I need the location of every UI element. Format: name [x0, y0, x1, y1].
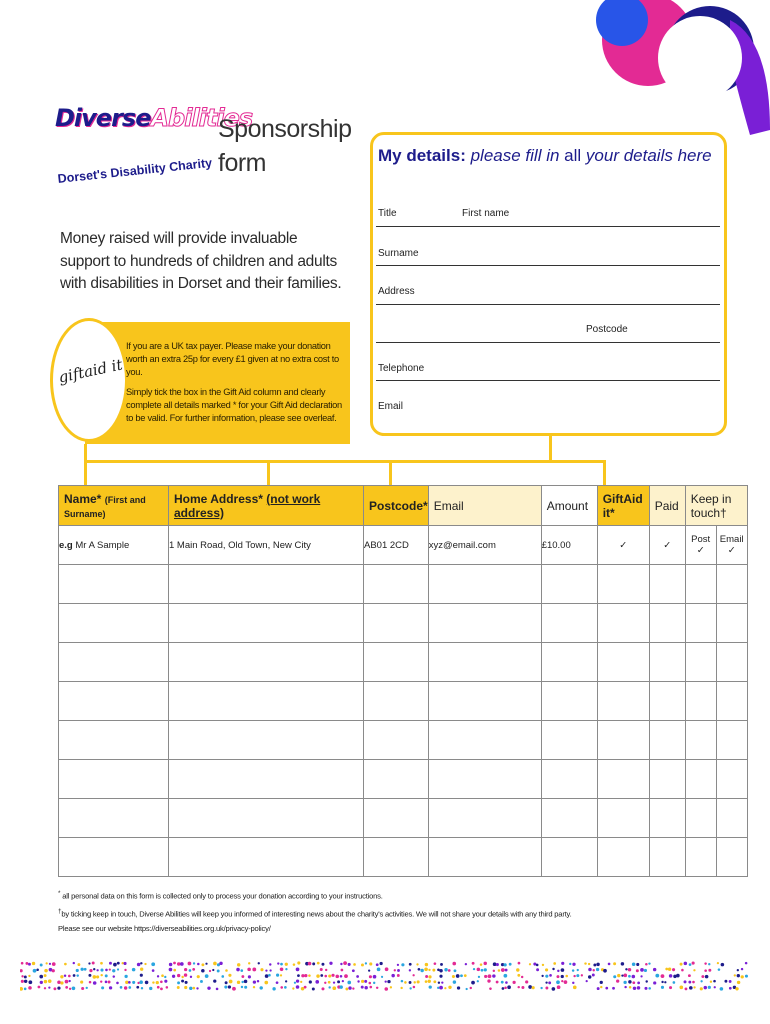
col-amount-header: Amount	[541, 486, 597, 526]
col-giftaid-header: GiftAid it*	[597, 486, 649, 526]
balloons-decoration	[590, 0, 770, 140]
footnote-data: * all personal data on this form is collected only to process your donation according to your instructions.	[58, 890, 383, 901]
footnote-privacy: Please see our website https://diverseabilities.org.uk/privacy-policy/	[58, 924, 271, 933]
intro-text: Money raised will provide invaluable support to hundreds of children and adults with disabilities in Dorset and their families.	[60, 230, 342, 292]
col-address-header: Home Address* (not work address)	[169, 486, 364, 526]
page-title: Sponsorship form	[218, 115, 352, 177]
example-address: 1 Main Road, Old Town, New City	[169, 526, 364, 565]
address-label: Address	[378, 286, 415, 297]
example-post: Post ✓	[685, 526, 716, 565]
table-row[interactable]	[59, 643, 748, 682]
first-name-label: First name	[462, 208, 510, 219]
telephone-label: Telephone	[378, 363, 425, 374]
table-row[interactable]	[59, 682, 748, 721]
giftaid-text: If you are a UK tax payer. Please make your donation worth an extra 25p for every £1 given at no extra cost to you. Simply tick the box in the Gift Aid column and clearly complete all details marked * for your Gift Aid declaration to be valid. For further information, please see overleaf.	[126, 341, 342, 423]
table-header-row	[59, 486, 748, 526]
postcode-label: Postcode	[586, 324, 628, 335]
example-paid-tick: ✓	[649, 526, 685, 565]
footnote-keep-in-touch: †by ticking keep in touch, Diverse Abilities will keep you informed of interesting news about the charity's activities. We will not share your details with any third party.	[58, 908, 572, 919]
col-name-header: Name* (First and Surname)	[59, 486, 169, 526]
example-amount: £10.00	[541, 526, 597, 565]
example-name: e.g Mr A Sample	[59, 526, 169, 565]
logo	[55, 100, 253, 210]
my-details-box	[370, 132, 727, 436]
email-label: Email	[378, 401, 404, 412]
example-email-opt: Email ✓	[716, 526, 747, 565]
title-first-name-line[interactable]	[376, 226, 720, 227]
example-email: xyz@email.com	[428, 526, 541, 565]
connector	[603, 460, 606, 485]
example-giftaid-tick: ✓	[597, 526, 649, 565]
table-row[interactable]	[59, 604, 748, 643]
table-row[interactable]	[59, 838, 748, 877]
connector	[267, 460, 270, 485]
connector	[389, 460, 392, 485]
connector	[84, 460, 87, 485]
telephone-line[interactable]	[376, 380, 720, 381]
col-keep-in-touch-header: Keep in touch†	[685, 486, 747, 526]
surname-line[interactable]	[376, 265, 720, 266]
my-details-heading: My details: please fill in all your details here	[378, 146, 712, 165]
table-row[interactable]	[59, 721, 748, 760]
address-line-2[interactable]	[376, 342, 720, 343]
surname-label: Surname	[378, 248, 419, 259]
dotted-border-decoration	[20, 960, 750, 992]
title-label: Title	[378, 208, 397, 219]
sponsorship-table	[58, 485, 748, 877]
col-paid-header: Paid	[649, 486, 685, 526]
col-email-header: Email	[428, 486, 541, 526]
table-row[interactable]	[59, 565, 748, 604]
logo-wordmark: DiverseAbilities	[55, 104, 253, 132]
table-row[interactable]	[59, 799, 748, 838]
logo-tagline: Dorset's Disability Charity	[57, 155, 213, 186]
table-row[interactable]	[59, 760, 748, 799]
address-line-1[interactable]	[376, 304, 720, 305]
connector	[549, 436, 552, 462]
giftaid-logo: giftaid it	[56, 355, 125, 387]
col-postcode-header: Postcode*	[364, 486, 429, 526]
connector	[84, 460, 606, 463]
example-postcode: AB01 2CD	[364, 526, 429, 565]
table-row-example	[59, 526, 748, 565]
